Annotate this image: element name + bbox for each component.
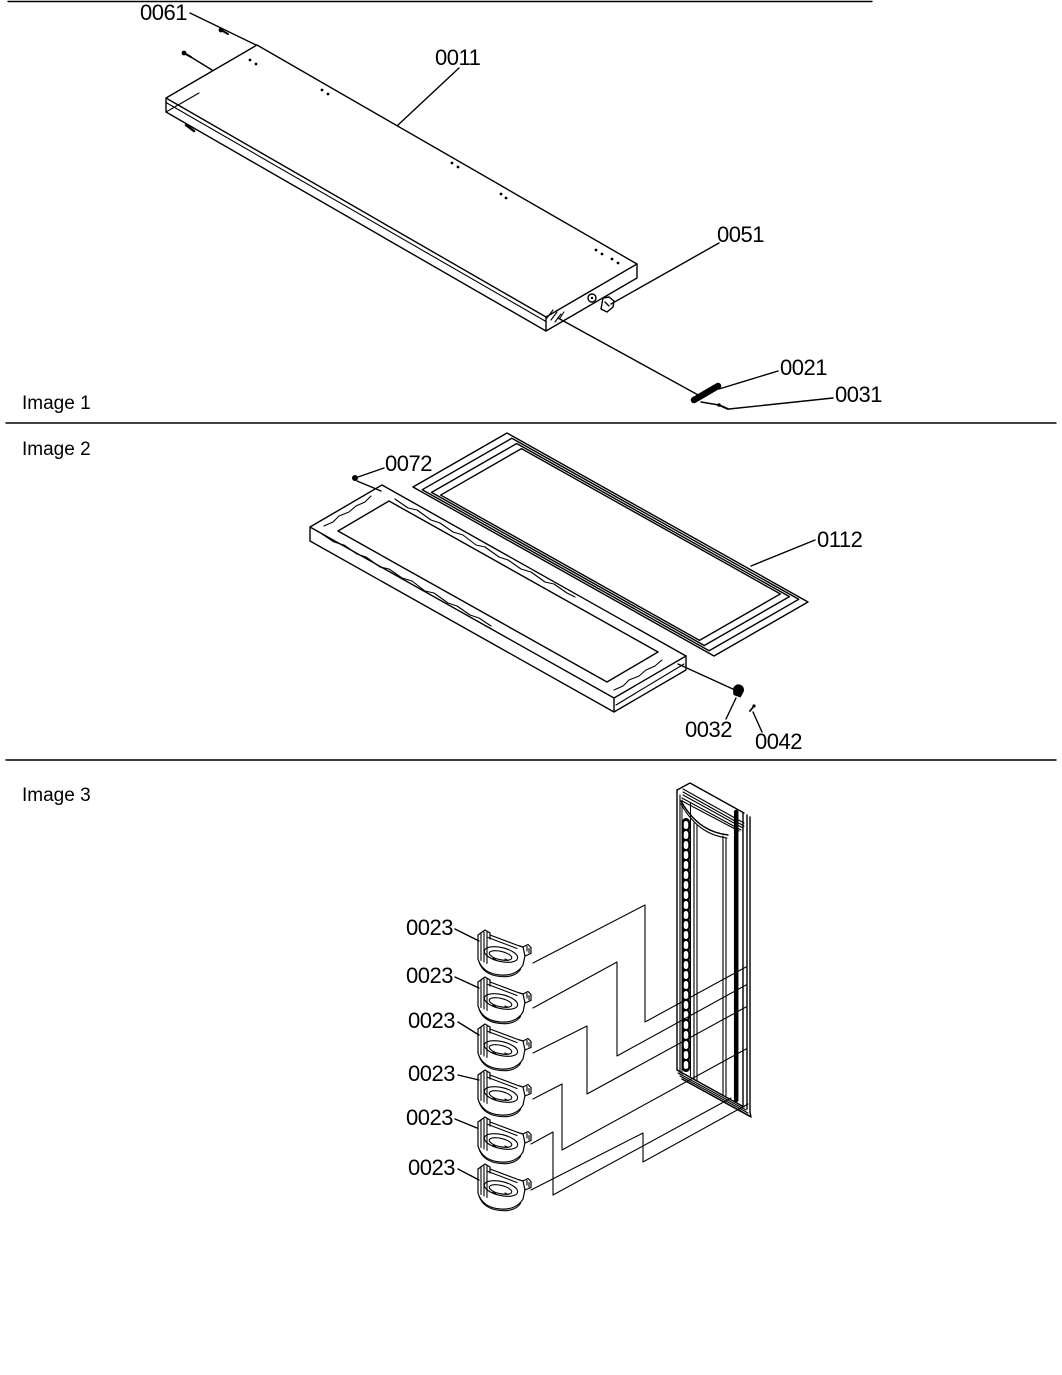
shelf-clip-part xyxy=(601,297,614,312)
panel-fold-line xyxy=(166,103,546,322)
screw-icon xyxy=(352,475,358,481)
callout-label: 0031 xyxy=(835,382,882,407)
gasket-ring xyxy=(432,443,790,645)
leader-line xyxy=(678,664,735,690)
zigzag-leader xyxy=(533,905,746,1022)
callout-label: 0023 xyxy=(408,1155,455,1180)
leader-line xyxy=(458,1169,479,1180)
door-frame-drawing xyxy=(310,485,686,712)
door-top-edge xyxy=(677,783,744,813)
callout-label: 0061 xyxy=(140,0,187,25)
door-liner-lines xyxy=(694,823,726,1096)
leader-line xyxy=(455,977,479,988)
image-3-section xyxy=(22,783,751,1211)
door-bottom-hatch xyxy=(678,1073,750,1116)
section-3-label: Image 3 xyxy=(22,785,91,806)
door-bins xyxy=(478,930,531,1211)
plug-part xyxy=(733,684,744,697)
callout-label: 0072 xyxy=(385,451,432,476)
callout-label: 0023 xyxy=(406,963,453,988)
gasket-ring xyxy=(441,449,781,641)
screw-icon xyxy=(717,403,728,409)
door-bin xyxy=(478,1024,531,1071)
image-1-section xyxy=(22,0,882,414)
page-borders xyxy=(6,2,1056,761)
zigzag-leader xyxy=(533,1007,746,1094)
leader-line xyxy=(358,468,384,477)
leader-line xyxy=(357,481,381,491)
panel-front-face xyxy=(166,98,546,331)
callout-label: 0042 xyxy=(755,729,802,754)
door-bin xyxy=(478,930,531,977)
leader-line xyxy=(458,1022,479,1035)
leader-line xyxy=(186,54,212,70)
gasket-ring xyxy=(422,438,798,651)
frame-foam-wavy-top xyxy=(395,499,575,597)
section-3-label-leaders xyxy=(455,929,479,1180)
shelf-panel-drawing xyxy=(166,45,637,331)
leader-line xyxy=(398,68,459,125)
door-bin xyxy=(478,977,531,1024)
frame-foam-wavy-bottom xyxy=(322,534,491,626)
door-bin xyxy=(478,1070,531,1117)
leader-line xyxy=(751,540,815,566)
leader-line xyxy=(611,243,719,304)
callout-label: 0023 xyxy=(408,1061,455,1086)
image-2-section xyxy=(22,433,863,754)
callout-label: 0011 xyxy=(435,45,481,70)
leader-line xyxy=(701,402,719,405)
door-right-lines xyxy=(743,813,750,1112)
leader-line xyxy=(726,698,736,719)
callout-label: 0023 xyxy=(406,1105,453,1130)
leader-line xyxy=(455,929,479,941)
callout-label: 0021 xyxy=(780,355,827,380)
spring-part xyxy=(694,386,718,400)
section-1-leader-lines xyxy=(186,13,833,409)
callout-label: 0112 xyxy=(817,527,863,552)
leader-line xyxy=(190,13,256,45)
leader-line xyxy=(729,398,833,409)
gasket-ring xyxy=(413,433,808,656)
frame-thickness xyxy=(310,527,686,712)
section-1-small-parts xyxy=(182,28,728,409)
callout-label: 0051 xyxy=(717,222,764,247)
door-bin xyxy=(478,1117,531,1164)
panel-front-hole-center xyxy=(591,297,593,299)
callout-label: 0023 xyxy=(406,915,453,940)
leader-line xyxy=(558,318,700,396)
zigzag-leader xyxy=(531,1104,748,1190)
leader-line xyxy=(719,371,778,389)
door-bin xyxy=(478,1164,531,1211)
callout-label: 0032 xyxy=(685,717,732,742)
callout-label: 0023 xyxy=(408,1008,455,1033)
frame-inner-edge xyxy=(338,501,658,682)
section-3-zigzag-leaders xyxy=(531,905,748,1195)
leader-line xyxy=(455,1119,477,1128)
leader-line xyxy=(458,1075,479,1080)
door-gasket-drawing xyxy=(413,433,808,656)
panel-screw-holes xyxy=(249,59,620,265)
section-1-label: Image 1 xyxy=(22,393,91,414)
zigzag-leader xyxy=(533,962,746,1056)
door-notch-ladder xyxy=(682,800,691,1076)
pin-part xyxy=(750,704,756,711)
frame-outer-edge xyxy=(310,485,686,698)
frame-foam-wavy-left xyxy=(324,496,371,526)
door-bottom-outer xyxy=(682,1079,751,1117)
section-2-label: Image 2 xyxy=(22,439,91,460)
panel-top-face xyxy=(166,45,637,317)
